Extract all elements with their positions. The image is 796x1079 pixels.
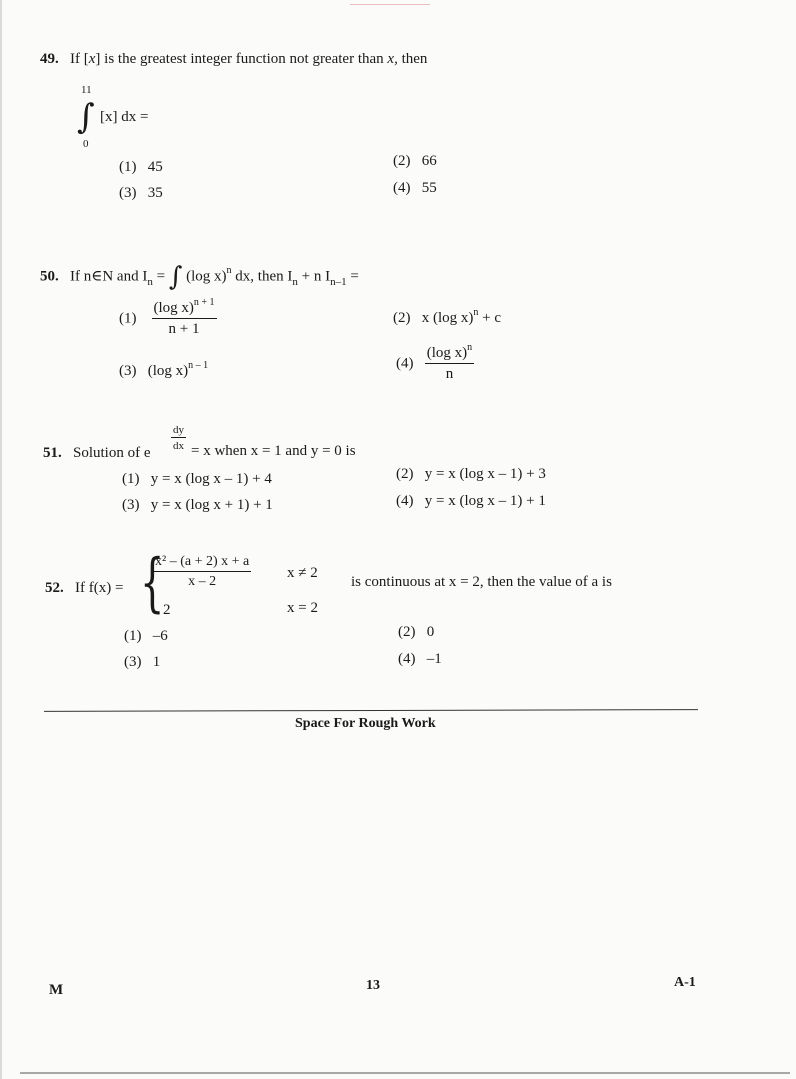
q51-option-2[interactable]: (2) y = x (log x – 1) + 3 (396, 466, 546, 482)
q52-number: 52. (45, 580, 64, 596)
q51-number: 51. (43, 445, 62, 461)
q50-number: 50. (40, 268, 59, 285)
q51-option-4[interactable]: (4) y = x (log x – 1) + 1 (396, 493, 546, 509)
q49-int-lower: 0 (83, 138, 89, 150)
scan-bottom-edge (20, 1072, 790, 1074)
q50-option-3[interactable]: (3) (log x)$^{n - 1}$ (119, 360, 209, 379)
q50-option-1[interactable]: (1) $\frac{(\log x)^{n + 1}}{n + 1}$ (119, 297, 215, 337)
left-brace-icon: { (140, 546, 165, 620)
rough-work-divider (44, 709, 698, 712)
q49-option-2[interactable]: (2) 66 (393, 153, 437, 169)
integral-sign-icon: ∫ (168, 262, 183, 292)
q52-case2-cond: x = 2 (287, 600, 318, 616)
scan-top-mark (350, 4, 430, 5)
q49-number: 49. (40, 51, 59, 67)
scan-left-edge (0, 0, 2, 1079)
q52-stem: 52. If f(x) = (45, 580, 124, 596)
q52-case1-cond: x ≠ 2 (287, 565, 318, 581)
rough-work-label: Space For Rough Work (295, 716, 436, 731)
q52-option-3[interactable]: (3) 1 (124, 654, 161, 670)
q49-option-1[interactable]: (1) 45 (119, 159, 163, 175)
q52-option-1[interactable]: (1) –6 (124, 628, 168, 644)
q50-option-2[interactable]: (2) x (log x)$^n$ + c (393, 307, 502, 326)
q52-case2-val: 2 (163, 602, 171, 618)
q51-exponent: $\frac{dy}{dx}$ (173, 424, 184, 452)
footer-page-number: 13 (366, 978, 380, 993)
q50-stem: 50. If n∈N and $I_n$ = ∫ (log x)$^n$ dx, then $I_n + n$ $I_{n-1}$ = (40, 262, 359, 292)
q51-option-1[interactable]: (1) y = x (log x – 1) + 4 (122, 471, 272, 487)
q51-option-3[interactable]: (3) y = x (log x + 1) + 1 (122, 497, 273, 513)
q52-option-4[interactable]: (4) –1 (398, 651, 442, 667)
q50-option-4[interactable]: (4) $\frac{(\log x)^n}{n}$ (396, 342, 473, 382)
q49-stem (40, 51, 427, 68)
q51-stem-rest: = x when x = 1 and y = 0 is (191, 443, 356, 459)
q52-option-2[interactable]: (2) 0 (398, 624, 435, 640)
q49-option-3[interactable]: (3) 35 (119, 185, 163, 201)
footer-series-code: M (49, 982, 64, 998)
integral-sign-icon: ∫ (77, 97, 95, 137)
footer-booklet-code: A-1 (674, 975, 696, 990)
q52-case1-frac: $\frac{\text{x² – (a + 2) x + a}}{x - 2}$ (155, 554, 250, 589)
q49-int-upper: 11 (81, 84, 92, 96)
q49-text: If [x] is the greatest integer function not greater than x, then (70, 51, 428, 67)
q49-integrand: [x] dx = (100, 109, 149, 125)
q52-stem-rest: is continuous at x = 2, then the value of a is (351, 574, 612, 590)
q51-stem: 51. Solution of e (43, 445, 151, 461)
q49-option-4[interactable]: (4) 55 (393, 180, 437, 196)
